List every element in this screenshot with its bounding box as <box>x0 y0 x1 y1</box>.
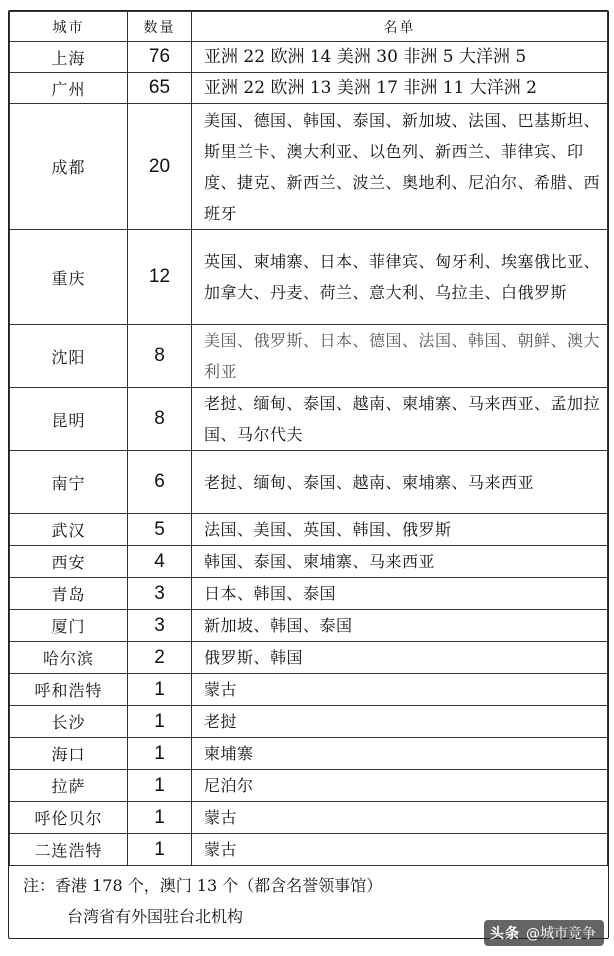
table-row <box>10 610 608 642</box>
count-cell: 8 <box>128 325 192 388</box>
consulate-table <box>9 11 608 866</box>
city-cell: 青岛 <box>10 578 128 610</box>
names-cell: 韩国、泰国、柬埔寨、马来西亚 <box>192 546 608 578</box>
city-cell: 成都 <box>10 104 128 230</box>
table-row <box>10 42 608 73</box>
count-cell: 4 <box>128 546 192 578</box>
city-cell: 重庆 <box>10 230 128 325</box>
names-cell: 美国、俄罗斯、日本、德国、法国、韩国、朝鲜、澳大利亚 <box>192 325 608 388</box>
city-cell: 哈尔滨 <box>10 642 128 674</box>
count-cell: 6 <box>128 451 192 514</box>
table-row <box>10 230 608 325</box>
city-cell: 海口 <box>10 738 128 770</box>
table-row <box>10 325 608 388</box>
city-cell: 西安 <box>10 546 128 578</box>
count-cell: 76 <box>128 42 192 73</box>
table-row <box>10 802 608 834</box>
table-row <box>10 451 608 514</box>
header-names: 名单 <box>192 12 608 42</box>
count-cell: 8 <box>128 388 192 451</box>
names-cell: 俄罗斯、韩国 <box>192 642 608 674</box>
footnote-line-1: 注：香港 178 个，澳门 13 个（都含名誉领事馆） <box>23 876 383 895</box>
count-cell: 12 <box>128 230 192 325</box>
city-cell: 呼伦贝尔 <box>10 802 128 834</box>
count-cell: 1 <box>128 770 192 802</box>
city-cell: 南宁 <box>10 451 128 514</box>
count-cell: 1 <box>128 802 192 834</box>
footnote-line-2: 台湾省有外国驻台北机构 <box>67 907 244 926</box>
city-cell: 沈阳 <box>10 325 128 388</box>
table-row <box>10 674 608 706</box>
count-cell: 3 <box>128 578 192 610</box>
table-row <box>10 578 608 610</box>
table-row <box>10 104 608 230</box>
watermark-brand: 头条 <box>490 926 520 942</box>
count-cell: 20 <box>128 104 192 230</box>
names-cell: 老挝、缅甸、泰国、越南、柬埔寨、马来西亚、孟加拉国、马尔代夫 <box>192 388 608 451</box>
consulate-table-sheet <box>8 10 609 939</box>
names-cell: 老挝、缅甸、泰国、越南、柬埔寨、马来西亚 <box>192 451 608 514</box>
count-cell: 3 <box>128 610 192 642</box>
table-row <box>10 738 608 770</box>
count-cell: 1 <box>128 738 192 770</box>
names-cell: 亚洲 22 欧洲 14 美洲 30 非洲 5 大洋洲 5 <box>192 42 608 73</box>
city-cell: 上海 <box>10 42 128 73</box>
count-cell: 5 <box>128 514 192 546</box>
table-row <box>10 770 608 802</box>
count-cell: 1 <box>128 674 192 706</box>
table-row <box>10 514 608 546</box>
names-cell: 日本、韩国、泰国 <box>192 578 608 610</box>
table-row <box>10 388 608 451</box>
names-cell: 蒙古 <box>192 674 608 706</box>
header-city: 城市 <box>10 12 128 42</box>
city-cell: 昆明 <box>10 388 128 451</box>
names-cell: 蒙古 <box>192 834 608 866</box>
names-cell: 新加坡、韩国、泰国 <box>192 610 608 642</box>
names-cell: 亚洲 22 欧洲 13 美洲 17 非洲 11 大洋洲 2 <box>192 73 608 104</box>
names-cell: 老挝 <box>192 706 608 738</box>
header-count: 数量 <box>128 12 192 42</box>
count-cell: 65 <box>128 73 192 104</box>
table-row <box>10 642 608 674</box>
city-cell: 厦门 <box>10 610 128 642</box>
names-cell: 英国、柬埔寨、日本、菲律宾、匈牙利、埃塞俄比亚、加拿大、丹麦、荷兰、意大利、乌拉圭、白俄罗斯 <box>192 230 608 325</box>
city-cell: 广州 <box>10 73 128 104</box>
city-cell: 长沙 <box>10 706 128 738</box>
city-cell: 呼和浩特 <box>10 674 128 706</box>
names-cell: 柬埔寨 <box>192 738 608 770</box>
table-row <box>10 834 608 866</box>
city-cell: 二连浩特 <box>10 834 128 866</box>
watermark-account: @城市竞争 <box>526 926 596 942</box>
table-row <box>10 73 608 104</box>
count-cell: 1 <box>128 706 192 738</box>
names-cell: 蒙古 <box>192 802 608 834</box>
table-row <box>10 546 608 578</box>
table-row <box>10 706 608 738</box>
names-cell: 美国、德国、韩国、泰国、新加坡、法国、巴基斯坦、斯里兰卡、澳大利亚、以色列、新西兰、菲律宾、印度、捷克、新西兰、波兰、奥地利、尼泊尔、希腊、西班牙 <box>192 104 608 230</box>
count-cell: 2 <box>128 642 192 674</box>
city-cell: 拉萨 <box>10 770 128 802</box>
names-cell: 法国、美国、英国、韩国、俄罗斯 <box>192 514 608 546</box>
names-cell: 尼泊尔 <box>192 770 608 802</box>
count-cell: 1 <box>128 834 192 866</box>
source-watermark <box>484 920 604 946</box>
city-cell: 武汉 <box>10 514 128 546</box>
table-header-row <box>10 12 608 42</box>
